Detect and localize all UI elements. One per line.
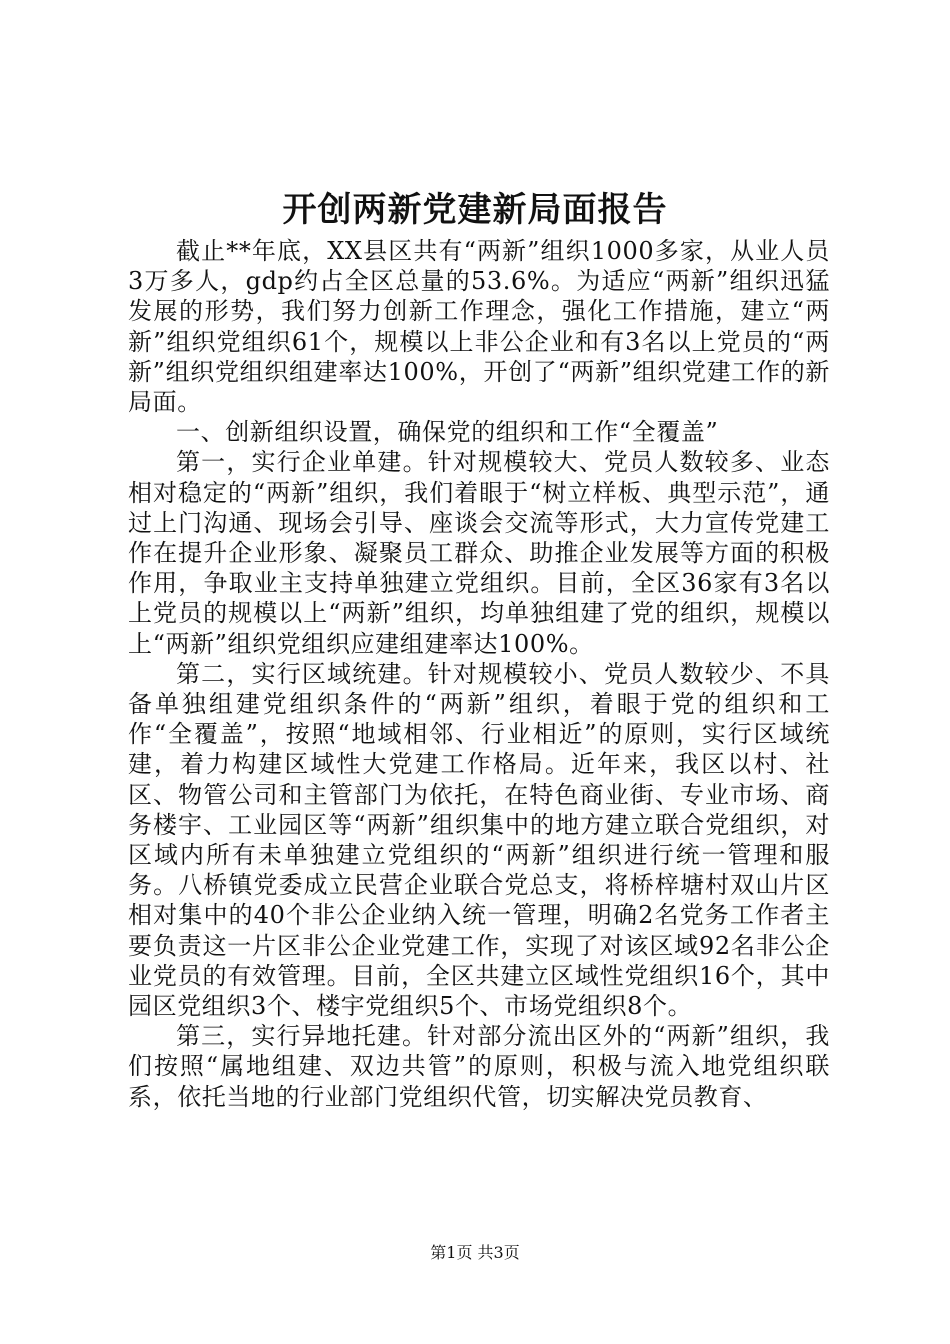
paragraph-first: 第一，实行企业单建。针对规模较大、党员人数较多、业态相对稳定的“两新”组织，我们着眼于“树立样板、典型示范”，通过上门沟通、现场会引导、座谈会交流等形式，大力宣传党建工作在提升企业形象、凝聚员工群众、助推企业发展等方面的积极作用，争取业主支持单独建立党组织。目前，全区36家有3名以上党员的规模以上“两新”组织，均单独组建了党的组织，规模以上“两新”组织党组织应建组建率达100%。 xyxy=(128,448,830,658)
paragraph-third: 第三，实行异地托建。针对部分流出区外的“两新”组织，我们按照“属地组建、双边共管”的原则，积极与流入地党组织联系，依托当地的行业部门党组织代管，切实解决党员教育、 xyxy=(128,1022,830,1111)
paragraph-second: 第二，实行区域统建。针对规模较小、党员人数较少、不具备单独组建党组织条件的“两新”组织，着眼于党的组织和工作“全覆盖”，按照“地域相邻、行业相近”的原则，实行区域统建，着力构建区域性大党建工作格局。近年来，我区以村、社区、物管公司和主管部门为依托，在特色商业街、专业市场、商务楼宇、工业园区等“两新”组织集中的地方建立联合党组织，对区域内所有未单独建立党组织的“两新”组织进行统一管理和服务。八桥镇党委成立民营企业联合党总支，将桥梓塘村双山片区相对集中的40个非公企业纳入统一管理，明确2名党务工作者主要负责这一片区非公企业党建工作，实现了对该区域92名非公企业党员的有效管理。目前，全区共建立区域性党组织16个，其中园区党组织3个、楼宇党组织5个、市场党组织8个。 xyxy=(128,659,830,1021)
paragraph-intro: 截止**年底，XX县区共有“两新”组织1000多家，从业人员3万多人，gdp约占全区总量的53.6%。为适应“两新”组织迅猛发展的形势，我们努力创新工作理念，强化工作措施，建立“两新”组织党组织61个，规模以上非公企业和有3名以上党员的“两新”组织党组织组建率达100%，开创了“两新”组织党建工作的新局面。 xyxy=(128,237,830,417)
document-title: 开创两新党建新局面报告 xyxy=(282,190,668,230)
section-heading-1: 一、创新组织设置，确保党的组织和工作“全覆盖” xyxy=(176,418,719,447)
page-number-footer: 第1页 共3页 xyxy=(430,1243,520,1262)
document-body xyxy=(128,236,830,1112)
